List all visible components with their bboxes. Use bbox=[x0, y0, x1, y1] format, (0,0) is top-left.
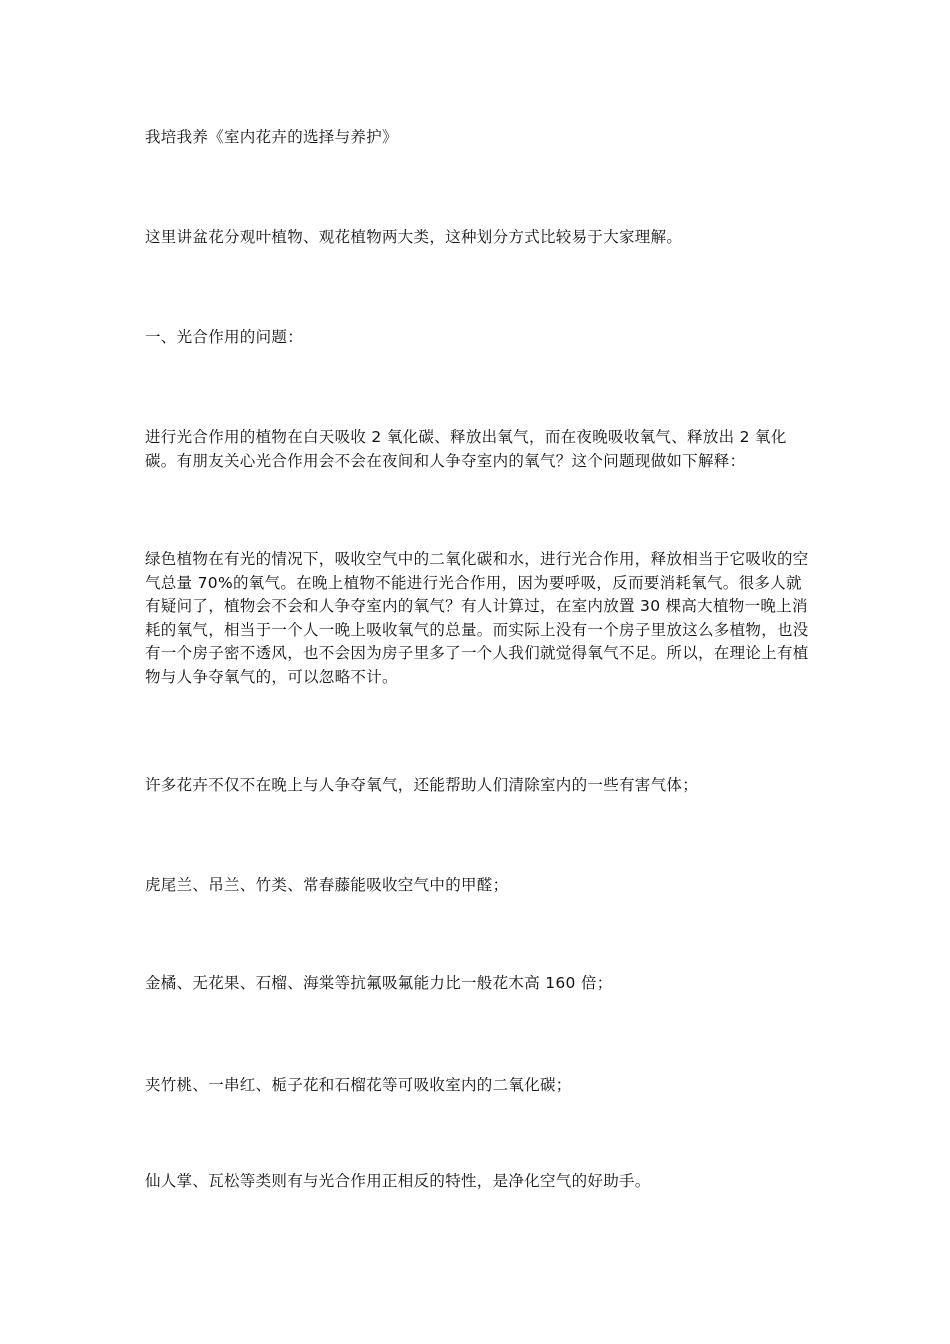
paragraph-tiger-tail: 虎尾兰、吊兰、竹类、常春藤能吸收空气中的甲醛； bbox=[145, 876, 509, 894]
section-heading-photosynthesis: 一、光合作用的问题： bbox=[145, 328, 304, 346]
paragraph-green-plants: 绿色植物在有光的情况下，吸收空气中的二氧化碳和水，进行光合作用，释放相当于它吸收的空气总量 70%的氧气。在晚上植物不能进行光合作用，因为要呼吸，反而要消耗氧气。很多人就有疑问了，植物会不会和人争夺室内的氧气？有人计算过，在室内放置 30 棵高大植物一晚上消耗的氧气，相当于一个人一晚上吸收氧气的总量。而实际上没有一个房子里放这么多植物，也没有一个房子密不透风，也不会因为房子里多了一个人我们就觉得氧气不足。所以，在理论上有植物与人争夺氧气的，可以忽略不计。 bbox=[145, 550, 809, 686]
paragraph-cactus: 仙人掌、瓦松等类则有与光合作用正相反的特性，是净化空气的好助手。 bbox=[145, 1172, 651, 1190]
paragraph-kumquat: 金橘、无花果、石榴、海棠等抗氟吸氟能力比一般花木高 160 倍； bbox=[145, 974, 613, 992]
paragraph-photosynthesis: 进行光合作用的植物在白天吸收 2 氧化碳、释放出氧气，而在夜晚吸收氧气、释放出 2 氧化碳。有朋友关心光合作用会不会在夜间和人争夺室内的氧气？这个问题现做如下解释： bbox=[145, 428, 787, 470]
paragraph-intro: 这里讲盆花分观叶植物、观花植物两大类，这种划分方式比较易于大家理解。 bbox=[145, 228, 683, 246]
document-title: 我培我养《室内花卉的选择与养护》 bbox=[145, 128, 398, 146]
paragraph-many-flowers: 许多花卉不仅不在晚上与人争夺氧气，还能帮助人们清除室内的一些有害气体； bbox=[145, 776, 699, 794]
paragraph-oleander: 夹竹桃、一串红、栀子花和石榴花等可吸收室内的二氧化碳； bbox=[145, 1076, 572, 1094]
